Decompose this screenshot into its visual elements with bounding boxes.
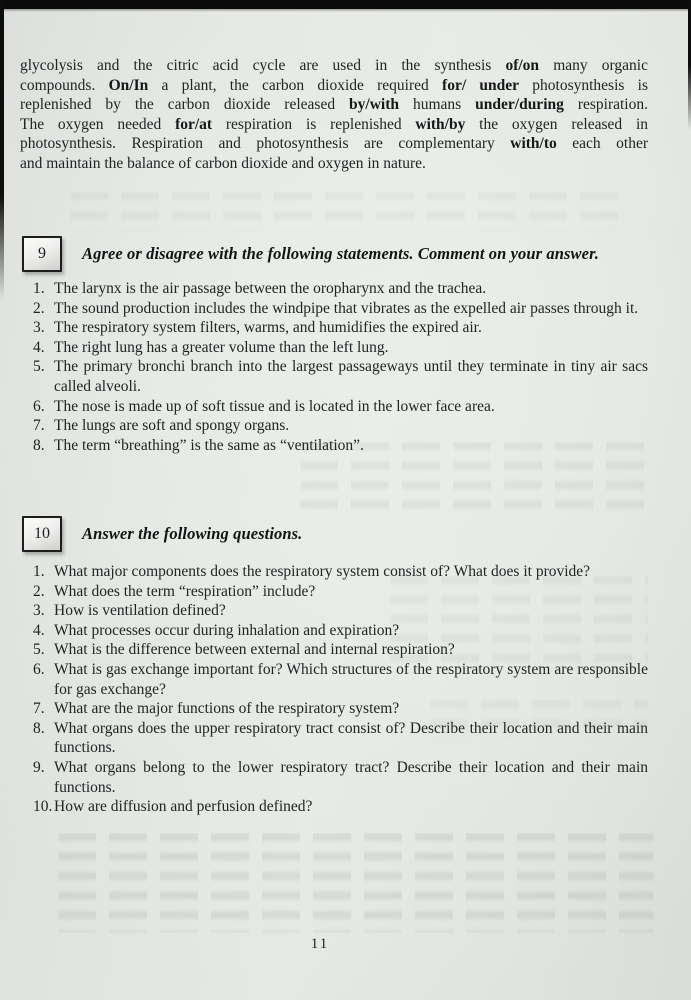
exercise-9-number: 9 [38,245,46,262]
list-item-number: 4. [33,338,45,356]
list-item [33,601,648,621]
list-item-text: The nose is made up of soft tissue and is located in the lower face area. [54,397,495,415]
list-item [33,582,648,602]
paragraph-line: compounds. On/In a plant, the carbon dioxide required for/ under photosynthesis is [20,76,649,94]
exercise-10-number-box [22,516,62,552]
list-item [33,758,648,797]
list-item [33,299,648,319]
list-item-text: What is gas exchange important for? Which structures of the respiratory system are responsible for gas exchange? [54,660,648,698]
list-item-text: What are the major functions of the respiratory system? [54,700,400,718]
paragraph-line: and maintain the balance of carbon dioxide and oxygen in nature. [20,154,426,172]
list-item-text: What does the term “respiration” include? [54,582,316,600]
list-item-number: 8. [33,436,45,454]
list-item [33,621,648,641]
list-item [33,719,648,758]
list-item-text: The sound production includes the windpipe that vibrates as the expelled air passes through it. [54,299,639,317]
list-item-number: 2. [33,582,45,600]
list-item-number: 9. [33,758,45,776]
list-item [33,640,648,660]
list-item [33,338,648,358]
list-item-number: 5. [33,358,45,376]
list-item-number: 2. [33,299,45,317]
exercise-9-list [33,279,648,455]
list-item-number: 3. [33,602,45,620]
list-item-text: The respiratory system filters, warms, and humidifies the expired air. [54,319,482,337]
paragraph-line: replenished by the carbon dioxide released by/with humans under/during respiration. [20,96,648,114]
list-item-text: What processes occur during inhalation and expiration? [54,621,400,639]
paragraph-line: photosynthesis. Respiration and photosynthesis are complementary with/to each other [20,135,648,153]
exercise-9-header [22,236,648,272]
word-choice-paragraph [20,56,648,174]
list-item-number: 1. [33,280,45,297]
list-item-text: The term “breathing” is the same as “ventilation”. [54,436,364,454]
list-item-text: What organs belong to the lower respiratory tract? Describe their location and their main functions. [54,758,648,796]
list-item [33,660,648,699]
list-item [33,436,648,456]
paragraph-line: glycolysis and the citric acid cycle are used in the synthesis of/on many organic [20,57,648,74]
exercise-10-number: 10 [34,525,50,542]
list-item-text: What is the difference between external and internal respiration? [54,641,455,659]
list-item [33,797,648,817]
list-item [33,562,648,582]
list-item-text: The primary bronchi branch into the largest passageways until they terminate in tiny air sacs called alveoli. [54,358,648,395]
list-item [33,357,648,396]
list-item [33,699,648,719]
list-item-text: What major components does the respiratory system consist of? What does it provide? [54,563,591,580]
list-item-text: The lungs are soft and spongy organs. [54,417,290,435]
exercise-10-list [33,562,648,817]
list-item-text: The right lung has a greater volume than the left lung. [54,338,389,356]
list-item-text: How are diffusion and perfusion defined? [54,798,313,816]
list-item-number: 5. [33,641,45,659]
list-item [33,397,648,417]
list-item-number: 6. [33,660,45,678]
paragraph-line: The oxygen needed for/at respiration is replenished with/by the oxygen released in [20,115,648,133]
exercise-10-header [22,516,648,552]
list-item [33,318,648,338]
list-item-text: The larynx is the air passage between the oropharynx and the trachea. [54,280,487,297]
list-item-text: What organs does the upper respiratory tract consist of? Describe their location and their main functions. [54,719,648,757]
list-item-number: 3. [33,319,45,337]
exercise-10-title: Answer the following questions. [82,524,303,543]
list-item-number: 1. [33,563,45,580]
list-item-number: 6. [33,397,45,415]
list-item [33,279,648,299]
list-item-number: 7. [33,700,45,718]
exercise-9-title: Agree or disagree with the following statements. Comment on your answer. [82,244,599,263]
exercise-9-number-box [22,236,62,272]
list-item [33,416,648,436]
page-number: 11 [310,936,330,952]
list-item-number: 7. [33,417,45,435]
list-item-number: 8. [33,719,45,737]
list-item-number: 4. [33,621,45,639]
list-item-text: How is ventilation defined? [54,602,226,620]
list-item-number: 10. [33,798,53,816]
